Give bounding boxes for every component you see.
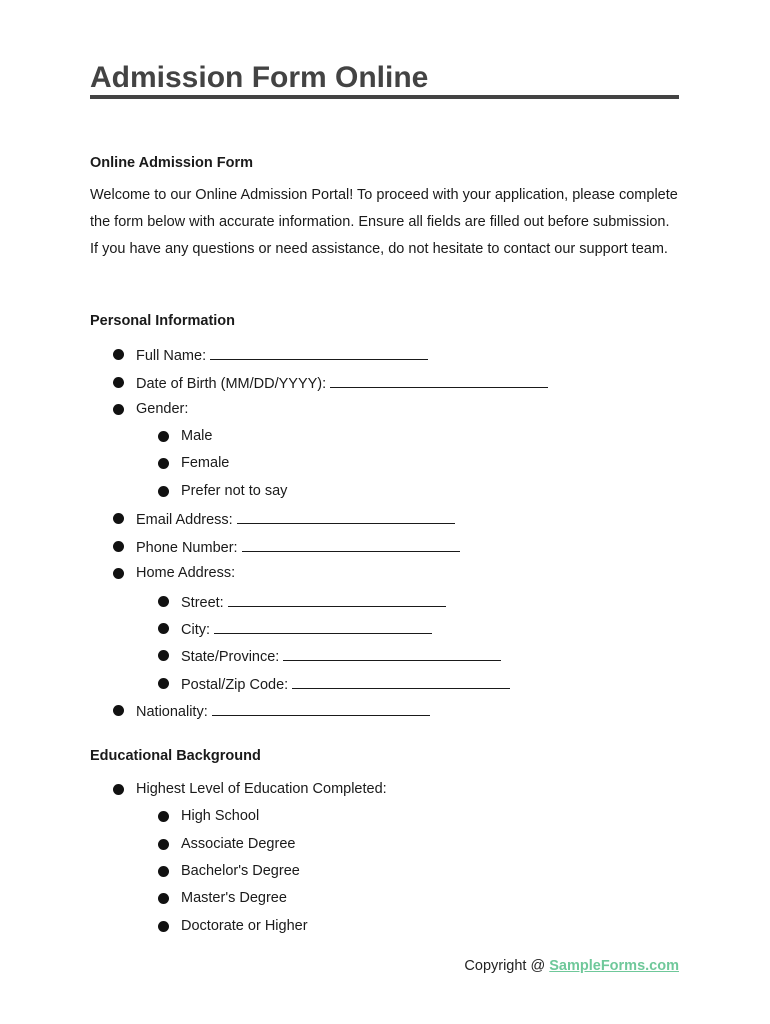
field-label: Highest Level of Education Completed: [136,781,387,797]
field-label: State/Province: [181,649,280,665]
list-item-gender-option [181,454,229,472]
list-item-gender [136,400,188,418]
list-item-state [181,646,501,666]
brand-link[interactable]: SampleForms.com [549,958,679,974]
list-item-education-option [181,917,308,935]
copyright-footer [464,958,679,974]
option-label: Doctorate or Higher [181,918,308,934]
bullet-icon [158,866,169,877]
option-label: Bachelor's Degree [181,863,300,879]
field-label: Home Address: [136,565,236,581]
bullet-icon [158,893,169,904]
list-item-nationality [136,701,430,721]
title-underline [90,95,679,99]
list-item-education-option [181,862,300,880]
bullet-icon [158,811,169,822]
full-name-blank[interactable] [210,345,428,360]
list-item-gender-option [181,482,287,500]
bullet-icon [113,404,124,415]
bullet-icon [158,678,169,689]
city-blank[interactable] [214,619,432,634]
bullet-icon [158,431,169,442]
bullet-icon [113,349,124,360]
bullet-icon [158,650,169,661]
bullet-icon [113,513,124,524]
dob-blank[interactable] [330,373,548,388]
field-label: City: [181,622,210,638]
bullet-icon [113,568,124,579]
list-item-education-option [181,835,295,853]
bullet-icon [113,541,124,552]
list-item-postal [181,674,510,694]
list-item-email [136,509,455,529]
option-label: Prefer not to say [181,483,288,499]
field-label: Nationality: [136,704,208,720]
email-blank[interactable] [237,509,455,524]
field-label: Gender: [136,401,189,417]
bullet-icon [158,596,169,607]
bullet-icon [158,839,169,850]
list-item-education-option [181,807,259,825]
bullet-icon [158,458,169,469]
bullet-icon [158,921,169,932]
list-item-street [181,592,446,612]
list-item-city [181,619,432,639]
postal-blank[interactable] [292,674,510,689]
option-label: Female [181,455,230,471]
education-heading: Educational Background [90,748,261,764]
copyright-text: Copyright @ [464,958,550,974]
list-item-full-name [136,345,428,365]
nationality-blank[interactable] [212,701,430,716]
list-item-dob [136,373,548,393]
field-label: Email Address: [136,512,233,528]
list-item-education-option [181,889,287,907]
option-label: Male [181,428,213,444]
page-title: Admission Form Online [90,61,429,94]
bullet-icon [113,377,124,388]
list-item-highest-education [136,780,387,798]
option-label: High School [181,808,260,824]
field-label: Street: [181,595,224,611]
list-item-home-address [136,564,235,582]
street-blank[interactable] [228,592,446,607]
field-label: Postal/Zip Code: [181,677,289,693]
list-item-gender-option [181,427,212,445]
bullet-icon [158,486,169,497]
personal-info-heading: Personal Information [90,313,236,329]
option-label: Master's Degree [181,890,287,906]
bullet-icon [113,705,124,716]
bullet-icon [113,784,124,795]
state-blank[interactable] [283,646,501,661]
field-label: Phone Number: [136,540,238,556]
option-label: Associate Degree [181,836,296,852]
form-heading: Online Admission Form [90,155,254,171]
intro-paragraph: Welcome to our Online Admission Portal! To proceed with your application, please complete the form below with accurate information. Ensure all fields are filled out before submission. If you have any questions or need assistance, do not hesitate to contact our support team. [90,187,678,257]
list-item-phone [136,537,460,557]
field-label: Full Name: [136,348,207,364]
phone-blank[interactable] [242,537,460,552]
field-label: Date of Birth (MM/DD/YYYY): [136,376,327,392]
bullet-icon [158,623,169,634]
